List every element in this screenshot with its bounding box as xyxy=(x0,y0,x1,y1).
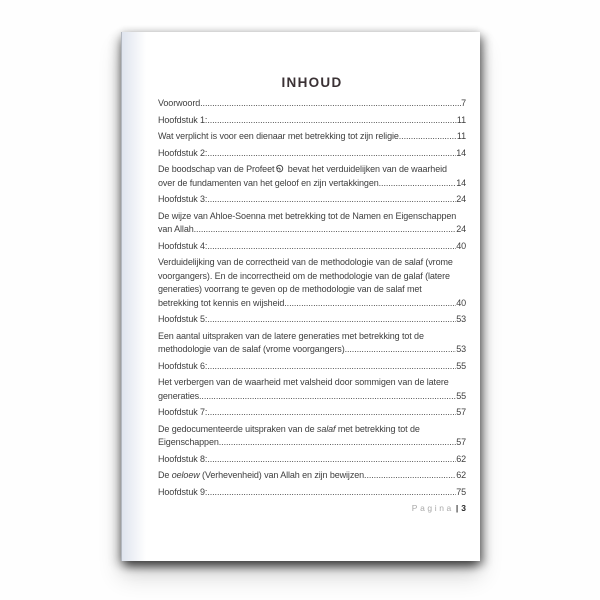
toc-entry-line xyxy=(158,313,466,327)
dot-leader xyxy=(207,147,456,161)
toc-page-number: 55 xyxy=(456,360,466,371)
toc-entry-line xyxy=(158,486,466,500)
toc-page-number: 62 xyxy=(456,470,466,480)
toc-entry-line xyxy=(158,297,466,311)
toc-entry-text: voorgangers). En de incorrectheid om de methodologie van de galaf (latere xyxy=(158,270,450,281)
toc-entry-text: methodologie van de salaf (vrome voorgangers) xyxy=(158,344,345,354)
footer-page-number: 3 xyxy=(461,503,466,513)
toc-entry-text: Hoofdstuk 8: xyxy=(158,453,208,464)
dot-leader xyxy=(207,486,456,500)
dot-leader xyxy=(207,193,456,207)
toc-entry-line xyxy=(158,360,466,374)
footer-page-label: Pagina xyxy=(411,503,454,513)
toc-page-number: 24 xyxy=(456,194,466,204)
dot-leader xyxy=(207,406,456,420)
toc-entry xyxy=(158,97,466,111)
toc-entry-text: Hoofdstuk 9: xyxy=(158,486,208,497)
toc-entry-text: van Allah xyxy=(158,224,194,234)
page-title: INHOUD xyxy=(281,75,343,90)
toc-entry-text: De oeloew (Verhevenheid) van Allah en zijn bewijzen xyxy=(158,470,365,480)
toc-entry xyxy=(158,210,466,237)
toc-entry-line xyxy=(158,163,466,177)
dot-leader xyxy=(207,114,457,128)
italic-term: oeloew xyxy=(171,470,200,480)
dot-leader xyxy=(207,240,456,254)
toc-page-number: 53 xyxy=(456,344,466,354)
toc-entry-text: Hoofdstuk 1: xyxy=(158,114,208,125)
toc-entry-line xyxy=(158,114,466,128)
footer-separator: | xyxy=(455,503,459,513)
toc-entry xyxy=(158,147,466,161)
toc-entry xyxy=(158,406,466,420)
toc-page-number: 11 xyxy=(456,114,466,125)
toc-page-number: 57 xyxy=(456,437,466,447)
toc-entry-line xyxy=(158,193,466,207)
toc-entry xyxy=(158,469,466,483)
toc-entry-line xyxy=(158,330,466,344)
toc-entry-text: Voorwoord xyxy=(158,98,201,108)
toc-page-number: 75 xyxy=(456,486,466,497)
toc-entry-text: Hoofdstuk 3: xyxy=(158,194,208,204)
toc-entry xyxy=(158,114,466,128)
toc-entry-text: Eigenschappen xyxy=(158,437,219,447)
toc-entry-line xyxy=(158,97,466,111)
toc-entry-text: betrekking tot kennis en wijsheid xyxy=(158,297,285,308)
toc-entry-line xyxy=(158,376,466,390)
dot-leader xyxy=(207,313,456,327)
toc-page-number: 53 xyxy=(456,314,466,324)
toc-entry-line xyxy=(158,256,466,270)
toc-entry-text: Verduidelijking van de correctheid van de methodologie van de salaf (vrome xyxy=(158,257,453,267)
toc-entry-text: De wijze van Ahloe-Soenna met betrekking tot de Namen en Eigenschappen xyxy=(158,210,457,221)
toc-entry-line xyxy=(158,343,466,357)
toc-entry xyxy=(158,360,466,374)
toc-entry-text: Hoofdstuk 7: xyxy=(158,407,208,417)
toc-entry-line xyxy=(158,147,466,161)
toc-entry xyxy=(158,423,466,450)
toc-entry-text: Een aantal uitspraken van de latere generaties met betrekking tot de xyxy=(158,330,424,341)
dot-leader xyxy=(199,390,456,404)
toc-entry-line xyxy=(158,283,466,297)
dot-leader xyxy=(207,360,456,374)
toc-entry-text: De boodschap van de Profeet bevat het verduidelijken van de waarheid xyxy=(158,164,447,174)
toc-entry xyxy=(158,256,466,310)
toc-entry-text: Het verbergen van de waarheid met valsheid door sommigen van de latere xyxy=(158,377,449,387)
dot-leader xyxy=(364,469,456,483)
toc-entry-line xyxy=(158,223,466,237)
toc-entry-text: De gedocumenteerde uitspraken van de salaf met betrekking tot de xyxy=(158,423,420,434)
dot-leader xyxy=(379,177,457,191)
profeet-saw-icon xyxy=(275,164,284,173)
toc-page-number: 11 xyxy=(456,131,466,141)
toc-page-number: 24 xyxy=(456,224,466,234)
toc-entry xyxy=(158,240,466,254)
toc-entry-text: generaties) voorrang te geven op de methodologie van de salaf met xyxy=(158,284,422,294)
page-footer xyxy=(158,502,466,514)
dot-leader xyxy=(219,436,456,450)
toc-page-number: 62 xyxy=(456,453,466,464)
toc-entry-text: Hoofdstuk 2: xyxy=(158,147,208,158)
toc-entry-line xyxy=(158,270,466,284)
toc-entry-text: generaties xyxy=(158,390,200,401)
toc-entry-line xyxy=(158,177,466,191)
toc-list xyxy=(158,97,466,499)
dot-leader xyxy=(399,130,457,144)
toc-entry-text: Hoofdstuk 4: xyxy=(158,240,208,251)
toc-entry-text: Wat verplicht is voor een dienaar met betrekking tot zijn religie xyxy=(158,131,399,141)
toc-entry xyxy=(158,376,466,403)
toc-page-number: 7 xyxy=(461,98,466,108)
toc-page-number: 40 xyxy=(456,297,466,308)
toc-entry-line xyxy=(158,210,466,224)
toc-page-number: 14 xyxy=(456,177,466,188)
toc-entry-line xyxy=(158,469,466,483)
toc-entry-text: Hoofdstuk 5: xyxy=(158,314,208,324)
toc-entry xyxy=(158,453,466,467)
toc-entry-line xyxy=(158,240,466,254)
page-content xyxy=(158,32,466,514)
toc-entry xyxy=(158,330,466,357)
toc-entry-line xyxy=(158,406,466,420)
toc-entry-line xyxy=(158,130,466,144)
toc-entry-line xyxy=(158,453,466,467)
toc-entry-line xyxy=(158,436,466,450)
toc-page-number: 40 xyxy=(456,240,466,251)
dot-leader xyxy=(345,343,457,357)
toc-entry-text: over de fundamenten van het geloof en zijn vertakkingen xyxy=(158,177,379,188)
dot-leader xyxy=(200,97,461,111)
toc-entry-text: Hoofdstuk 6: xyxy=(158,360,208,371)
book-page xyxy=(121,32,480,561)
toc-entry xyxy=(158,313,466,327)
dot-leader xyxy=(194,223,457,237)
toc-entry xyxy=(158,193,466,207)
toc-entry xyxy=(158,163,466,190)
dot-leader xyxy=(207,453,456,467)
toc-page-number: 14 xyxy=(456,147,466,158)
italic-term: salaf xyxy=(316,423,336,434)
toc-entry-line xyxy=(158,423,466,437)
toc-entry xyxy=(158,130,466,144)
toc-page-number: 57 xyxy=(456,407,466,417)
toc-entry xyxy=(158,486,466,500)
dot-leader xyxy=(284,297,456,311)
toc-page-number: 55 xyxy=(456,390,466,401)
toc-entry-line xyxy=(158,390,466,404)
